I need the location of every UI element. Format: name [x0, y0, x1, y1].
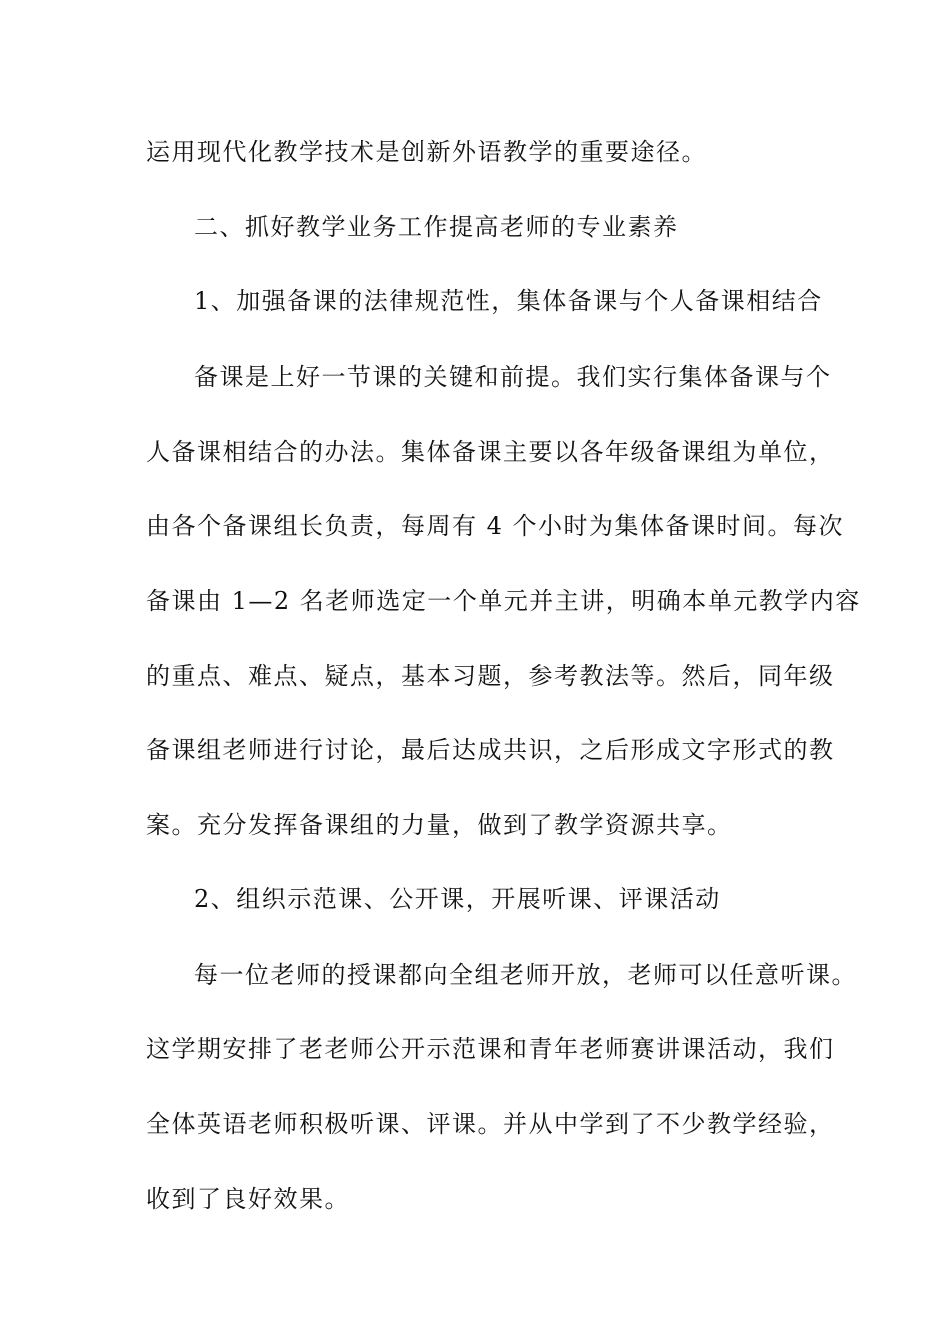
paragraph-line: 运用现代化教学技术是创新外语教学的重要途径。: [146, 138, 707, 166]
section-heading: 二、抓好教学业务工作提高老师的专业素养: [194, 213, 679, 241]
paragraph-line: 全体英语老师积极听课、评课。并从中学到了不少教学经验，: [146, 1110, 835, 1138]
paragraph-line: 备课是上好一节课的关键和前提。我们实行集体备课与个: [194, 363, 832, 391]
subsection-heading: 2、组织示范课、公开课，开展听课、评课活动: [194, 885, 721, 913]
paragraph-line: 由各个备课组长负责，每周有 4 个小时为集体备课时间。每次: [146, 512, 845, 540]
paragraph-line: 收到了良好效果。: [146, 1185, 350, 1213]
paragraph-line: 每一位老师的授课都向全组老师开放，老师可以任意听课。: [194, 961, 857, 989]
paragraph-line: 的重点、难点、疑点，基本习题，参考教法等。然后，同年级: [146, 662, 835, 690]
subsection-heading: 1、加强备课的法律规范性，集体备课与个人备课相结合: [194, 287, 823, 315]
paragraph-line: 备课由 1—2 名老师选定一个单元并主讲，明确本单元教学内容: [146, 587, 861, 615]
paragraph-line: 案。充分发挥备课组的力量，做到了教学资源共享。: [146, 811, 733, 839]
paragraph-line: 备课组老师进行讨论，最后达成共识，之后形成文字形式的教: [146, 736, 835, 764]
paragraph-line: 这学期安排了老老师公开示范课和青年老师赛讲课活动，我们: [146, 1035, 835, 1063]
paragraph-line: 人备课相结合的办法。集体备课主要以各年级备课组为单位，: [146, 438, 835, 466]
